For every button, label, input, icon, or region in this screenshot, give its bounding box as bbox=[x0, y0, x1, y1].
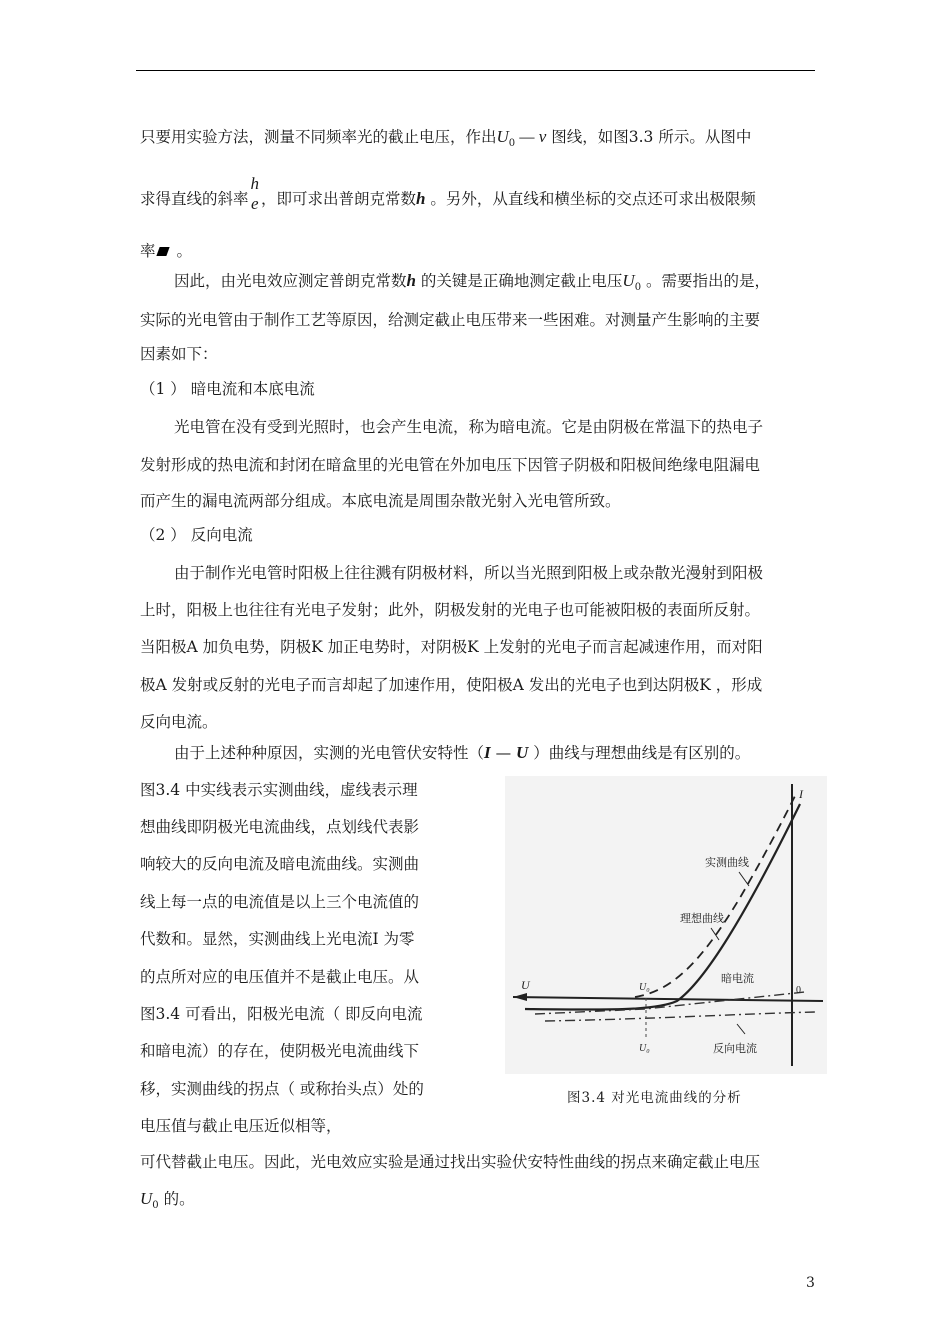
paragraph-line: 而产生的漏电流两部分组成。本底电流是周围杂散光射入光电管所致。 bbox=[140, 492, 621, 510]
wrapped-line: 电压值与截止电压近似相等， bbox=[140, 1117, 342, 1135]
wrapped-line: 图3.4 中实线表示实测曲线，虚线表示理 bbox=[140, 781, 418, 799]
label-u0-bottom: U₀ bbox=[639, 1043, 650, 1054]
paragraph-line: 极A 发射或反射的光电子而言却起了加速作用，使阳极A 发出的光电子也到达阴极K ，形成 bbox=[140, 676, 763, 694]
frequency-symbol-icon bbox=[156, 247, 169, 256]
paragraph-line: 因素如下： bbox=[140, 345, 218, 363]
paragraph-line: 实际的光电管由于制作工艺等原因，给测定截止电压带来一些困难。对测量产生影响的主要 bbox=[140, 311, 761, 329]
label-u0-top: U₀ bbox=[639, 982, 650, 993]
wrapped-line: 响较大的反向电流及暗电流曲线。实测曲 bbox=[140, 855, 420, 873]
wrapped-line: 线上每一点的电流值是以上三个电流值的 bbox=[140, 893, 420, 911]
paragraph-line: 可代替截止电压。因此，光电效应实验是通过找出实验伏安特性曲线的拐点来确定截止电压 bbox=[140, 1153, 761, 1171]
paragraph-line: 由于制作光电管时阳极上往往溅有阴极材料，所以当光照到阳极上或杂散光漫射到阳极 bbox=[174, 564, 764, 582]
paragraph-line: 求得直线的斜率 h e ，即可求出普朗克常数h 。另外，从直线和横坐标的交点还可求出极限频 bbox=[140, 174, 756, 213]
label-origin: 0 bbox=[796, 985, 801, 996]
paragraph-line: 反向电流。 bbox=[140, 713, 218, 731]
paragraph-line: 当阳极A 加负电势，阴极K 加正电势时，对阴极K 上发射的光电子而言起减速作用，而对阳 bbox=[140, 638, 763, 656]
label-measured-curve: 实测曲线 bbox=[705, 856, 749, 869]
paragraph-line: 由于上述种种原因，实测的光电管伏安特性（I — U ）曲线与理想曲线是有区别的。 bbox=[174, 743, 751, 762]
section-heading: （1 ） 暗电流和本底电流 bbox=[140, 380, 315, 398]
label-ideal-curve: 理想曲线 bbox=[680, 912, 724, 925]
paragraph-line: 上时，阳极上也往往有光电子发射；此外，阴极发射的光电子也可能被阳极的表面所反射。 bbox=[140, 601, 761, 619]
label-reverse-current: 反向电流 bbox=[713, 1042, 757, 1055]
section-heading: （2 ） 反向电流 bbox=[140, 526, 253, 544]
wrapped-line: 和暗电流）的存在，使阴极光电流曲线下 bbox=[140, 1042, 420, 1060]
figure-caption: 图3.4 对光电流曲线的分析 bbox=[567, 1090, 742, 1106]
wrapped-line: 的点所对应的电压值并不是截止电压。从 bbox=[140, 968, 420, 986]
page-number: 3 bbox=[806, 1275, 815, 1291]
paragraph-line: $U_0$ 的。 bbox=[140, 1189, 195, 1212]
axis-label-u: U bbox=[521, 978, 530, 992]
axis-label-i: I bbox=[799, 787, 803, 801]
photocurrent-figure bbox=[505, 776, 827, 1074]
paragraph-line: 率 。 bbox=[140, 242, 192, 260]
slope-fraction: h e bbox=[250, 174, 260, 213]
figure-background bbox=[505, 776, 827, 1074]
paragraph-line: 只要用实验方法，测量不同频率光的截止电压，作出$U_0$ — ν 图线，如图3.3 所示。从图中 bbox=[140, 127, 752, 150]
wrapped-line: 想曲线即阴极光电流曲线，点划线代表影 bbox=[140, 818, 420, 836]
wrapped-line: 移，实测曲线的拐点（ 或称抬头点）处的 bbox=[140, 1080, 424, 1098]
wrapped-line: 代数和。显然，实测曲线上光电流I 为零 bbox=[140, 930, 415, 948]
paragraph-line: 因此，由光电效应测定普朗克常数h 的关键是正确地测定截止电压$U_0$ 。需要指出的是， bbox=[174, 271, 771, 294]
paragraph-line: 发射形成的热电流和封闭在暗盒里的光电管在外加电压下因管子阴极和阳极间绝缘电阻漏电 bbox=[140, 456, 761, 474]
wrapped-line: 图3.4 可看出，阳极光电流（ 即反向电流 bbox=[140, 1005, 423, 1023]
paragraph-line: 光电管在没有受到光照时，也会产生电流，称为暗电流。它是由阴极在常温下的热电子 bbox=[174, 418, 764, 436]
label-dark-current: 暗电流 bbox=[721, 972, 754, 985]
header-rule bbox=[136, 70, 815, 71]
